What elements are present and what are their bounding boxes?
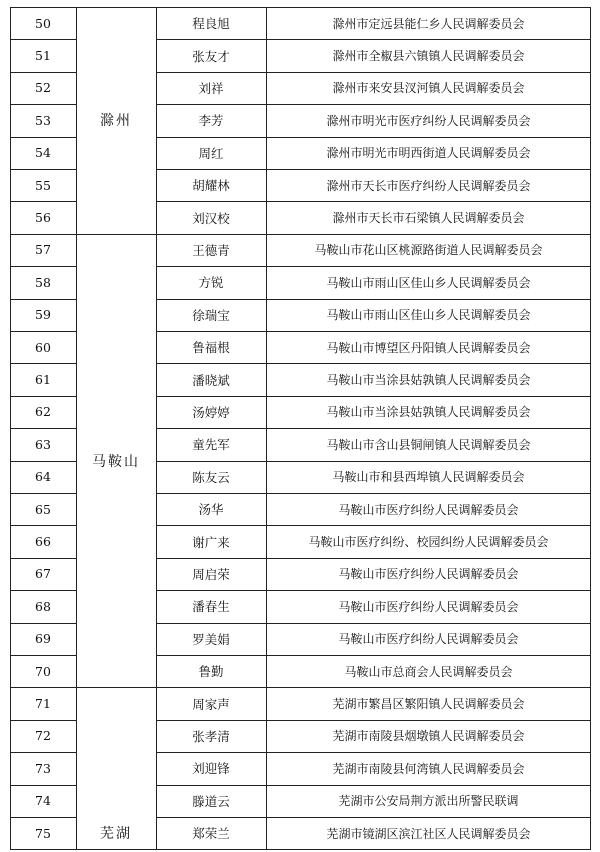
row-number: 66 (35, 534, 51, 550)
row-divider (156, 493, 591, 494)
row-number: 73 (35, 760, 51, 776)
row-divider (156, 72, 591, 73)
region-label: 滁州 (100, 113, 132, 130)
row-number: 50 (35, 15, 51, 31)
organization-name: 马鞍山市雨山区佳山乡人民调解委员会 (326, 308, 531, 323)
row-divider (10, 428, 76, 429)
organization-name: 滁州市明光市医疗纠纷人民调解委员会 (326, 113, 531, 128)
organization-name: 滁州市定远县能仁乡人民调解委员会 (332, 16, 525, 31)
organization-name: 马鞍山市当涂县姑孰镇人民调解委员会 (326, 405, 531, 420)
organization-name: 滁州市天长市石梁镇人民调解委员会 (332, 211, 525, 226)
organization-name: 芜湖市南陵县何湾镇人民调解委员会 (332, 761, 525, 776)
row-number: 54 (35, 145, 51, 161)
row-number: 58 (35, 274, 51, 290)
organization-name: 芜湖市公安局荆方派出所警民联调 (338, 794, 519, 809)
organization-name: 马鞍山市医疗纠纷、校园纠纷人民调解委员会 (308, 535, 549, 550)
row-number: 69 (35, 631, 51, 647)
row-number: 71 (35, 696, 51, 712)
row-number: 51 (35, 48, 51, 64)
organization-name: 滁州市天长市医疗纠纷人民调解委员会 (326, 178, 531, 193)
row-number: 53 (35, 112, 51, 128)
row-divider (10, 558, 76, 559)
row-divider (156, 104, 591, 105)
mediator-name: 刘祥 (198, 80, 224, 96)
row-number: 60 (35, 339, 51, 355)
row-number: 52 (35, 80, 51, 96)
table-row (10, 720, 591, 752)
mediator-name: 罗美娟 (192, 631, 230, 647)
row-number: 74 (35, 793, 51, 809)
region-label: 马鞍山 (92, 453, 140, 470)
mediator-name: 谢广来 (192, 534, 230, 550)
row-number: 62 (35, 404, 51, 420)
row-divider (10, 623, 76, 624)
organization-name: 马鞍山市医疗纠纷人民调解委员会 (338, 567, 519, 582)
row-divider (10, 137, 76, 138)
mediator-name: 汤华 (198, 502, 224, 518)
table-row (10, 752, 591, 784)
organization-name: 芜湖市繁昌区繁阳镇人民调解委员会 (332, 697, 525, 712)
row-number: 55 (35, 177, 51, 193)
row-divider (156, 623, 591, 624)
organization-name: 滁州市全椒县六镇镇人民调解委员会 (332, 49, 525, 64)
row-divider (10, 169, 76, 170)
row-divider (10, 299, 76, 300)
organization-name: 马鞍山市和县西埠镇人民调解委员会 (332, 470, 525, 485)
row-number: 59 (35, 307, 51, 323)
mediator-name: 陈友云 (192, 469, 230, 485)
organization-name: 马鞍山市医疗纠纷人民调解委员会 (338, 502, 519, 517)
mediator-name: 李芳 (198, 113, 224, 129)
row-divider (10, 363, 76, 364)
organization-name: 芜湖市南陵县烟墩镇人民调解委员会 (332, 729, 525, 744)
mediator-name: 胡耀林 (192, 178, 230, 194)
row-divider (10, 39, 76, 40)
row-number: 64 (35, 469, 51, 485)
mediator-name: 周家声 (192, 696, 230, 712)
organization-name: 滁州市明光市明西街道人民调解委员会 (326, 146, 531, 161)
row-divider (10, 655, 76, 656)
row-divider (10, 785, 76, 786)
row-divider (10, 461, 76, 462)
mediator-name: 鲁福根 (192, 340, 230, 356)
region-label: 芜湖 (100, 826, 132, 843)
table-row (10, 687, 591, 719)
row-divider (10, 817, 76, 818)
row-divider (156, 558, 591, 559)
row-divider (156, 752, 591, 753)
row-divider (156, 137, 591, 138)
mediator-name: 王德青 (192, 242, 230, 258)
row-divider (10, 201, 76, 202)
mediator-table (10, 7, 591, 849)
row-number: 68 (35, 598, 51, 614)
mediator-name: 汤婷婷 (192, 404, 230, 420)
organization-name: 马鞍山市雨山区佳山乡人民调解委员会 (326, 275, 531, 290)
row-number: 57 (35, 242, 51, 258)
row-divider (156, 39, 591, 40)
row-number: 75 (35, 825, 51, 841)
row-divider (10, 720, 76, 721)
mediator-name: 刘迎锋 (192, 761, 230, 777)
mediator-name: 张友才 (192, 48, 230, 64)
row-number: 56 (35, 210, 51, 226)
mediator-name: 潘晓斌 (192, 372, 230, 388)
mediator-name: 郑荣兰 (192, 826, 230, 842)
mediator-name: 方锐 (198, 275, 224, 291)
row-divider (10, 331, 76, 332)
mediator-name: 周启荣 (192, 566, 230, 582)
row-divider (10, 72, 76, 73)
row-number: 70 (35, 663, 51, 679)
row-divider (10, 590, 76, 591)
row-divider (156, 655, 591, 656)
row-divider (10, 752, 76, 753)
mediator-name: 潘春生 (192, 599, 230, 615)
row-number: 67 (35, 566, 51, 582)
row-divider (156, 817, 591, 818)
row-number: 72 (35, 728, 51, 744)
row-number: 61 (35, 372, 51, 388)
row-divider (156, 461, 591, 462)
row-number: 63 (35, 436, 51, 452)
mediator-name: 鲁勤 (198, 664, 224, 680)
row-divider (156, 428, 591, 429)
mediator-name: 童先军 (192, 437, 230, 453)
row-divider (10, 104, 76, 105)
row-divider (10, 493, 76, 494)
organization-name: 马鞍山市医疗纠纷人民调解委员会 (338, 599, 519, 614)
row-divider (10, 266, 76, 267)
organization-name: 马鞍山市当涂县姑孰镇人民调解委员会 (326, 373, 531, 388)
row-divider (156, 169, 591, 170)
mediator-name: 徐瑞宝 (192, 307, 230, 323)
row-number: 65 (35, 501, 51, 517)
mediator-name: 滕道云 (192, 793, 230, 809)
row-divider (10, 396, 76, 397)
row-divider (156, 396, 591, 397)
mediator-name: 张孝清 (192, 728, 230, 744)
row-divider (156, 720, 591, 721)
row-divider (156, 785, 591, 786)
row-divider (10, 525, 76, 526)
row-divider (156, 590, 591, 591)
row-divider (156, 525, 591, 526)
organization-name: 滁州市来安县汊河镇人民调解委员会 (332, 81, 525, 96)
mediator-name: 刘汉校 (192, 210, 230, 226)
table-row (10, 785, 591, 817)
organization-name: 马鞍山市博望区丹阳镇人民调解委员会 (326, 340, 531, 355)
row-divider (156, 331, 591, 332)
mediator-name: 程良旭 (192, 16, 230, 32)
organization-name: 马鞍山市总商会人民调解委员会 (344, 664, 513, 679)
organization-name: 马鞍山市花山区桃源路街道人民调解委员会 (314, 243, 543, 258)
mediator-name: 周红 (198, 145, 224, 161)
organization-name: 芜湖市镜湖区滨江社区人民调解委员会 (326, 826, 531, 841)
organization-name: 马鞍山市医疗纠纷人民调解委员会 (338, 632, 519, 647)
row-divider (156, 299, 591, 300)
row-divider (156, 363, 591, 364)
organization-name: 马鞍山市含山县铜闸镇人民调解委员会 (326, 437, 531, 452)
row-divider (156, 266, 591, 267)
row-divider (156, 201, 591, 202)
